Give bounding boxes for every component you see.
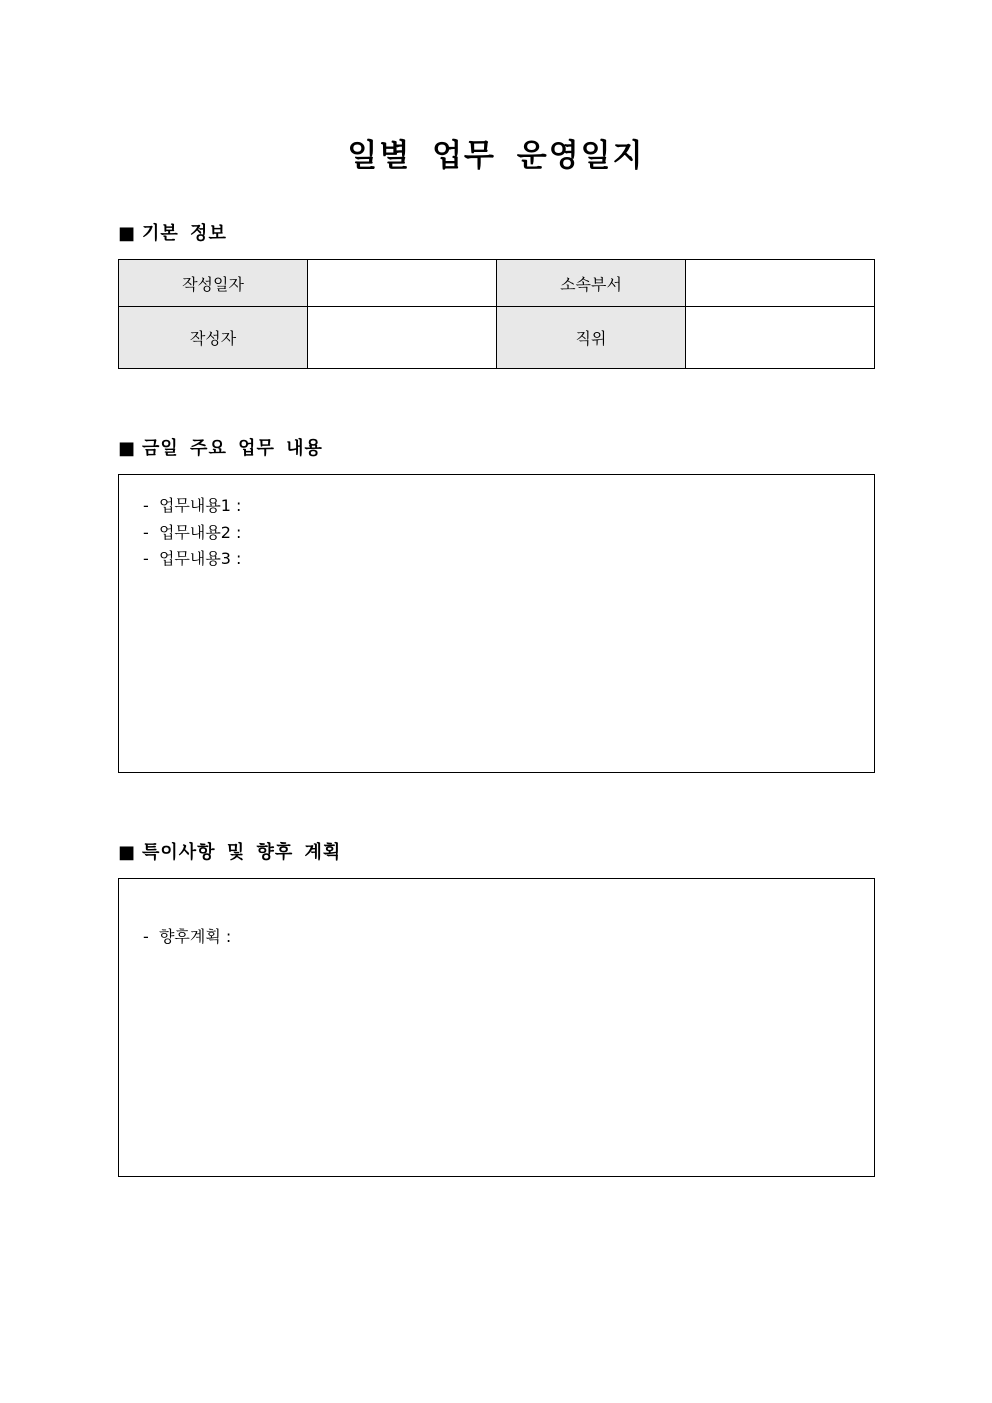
department-label: 소속부서 [497,260,686,307]
position-label: 직위 [497,307,686,369]
task-line: - 업무내용1 : [143,496,242,515]
remarks-box[interactable] [118,878,875,1177]
today-tasks-heading [118,436,323,462]
table-row [119,260,875,307]
page-title: 일별 업무 운영일지 [347,138,645,174]
basic-info-heading [118,221,227,247]
task-line: - 업무내용2 : [143,522,242,542]
table-row [119,307,875,369]
today-tasks-heading-text: 금일 주요 업무 내용 [142,438,323,459]
basic-info-table [118,259,875,369]
department-field[interactable] [686,260,875,307]
basic-info-heading-text: 기본 정보 [142,223,227,244]
task-line: - 업무내용3 : [143,549,242,568]
author-label: 작성자 [119,307,308,369]
today-tasks-list [143,493,241,573]
remarks-heading [118,840,341,866]
remarks-list [143,924,231,951]
square-bullet-icon: ■ [118,438,137,459]
plan-line: - 향후계획 : [143,927,232,946]
square-bullet-icon: ■ [118,842,137,863]
date-field[interactable] [308,260,497,307]
square-bullet-icon: ■ [118,223,137,244]
author-field[interactable] [308,307,497,369]
date-label: 작성일자 [119,260,308,307]
remarks-heading-text: 특이사항 및 향후 계획 [142,842,342,863]
position-field[interactable] [686,307,875,369]
today-tasks-box[interactable] [118,474,875,773]
